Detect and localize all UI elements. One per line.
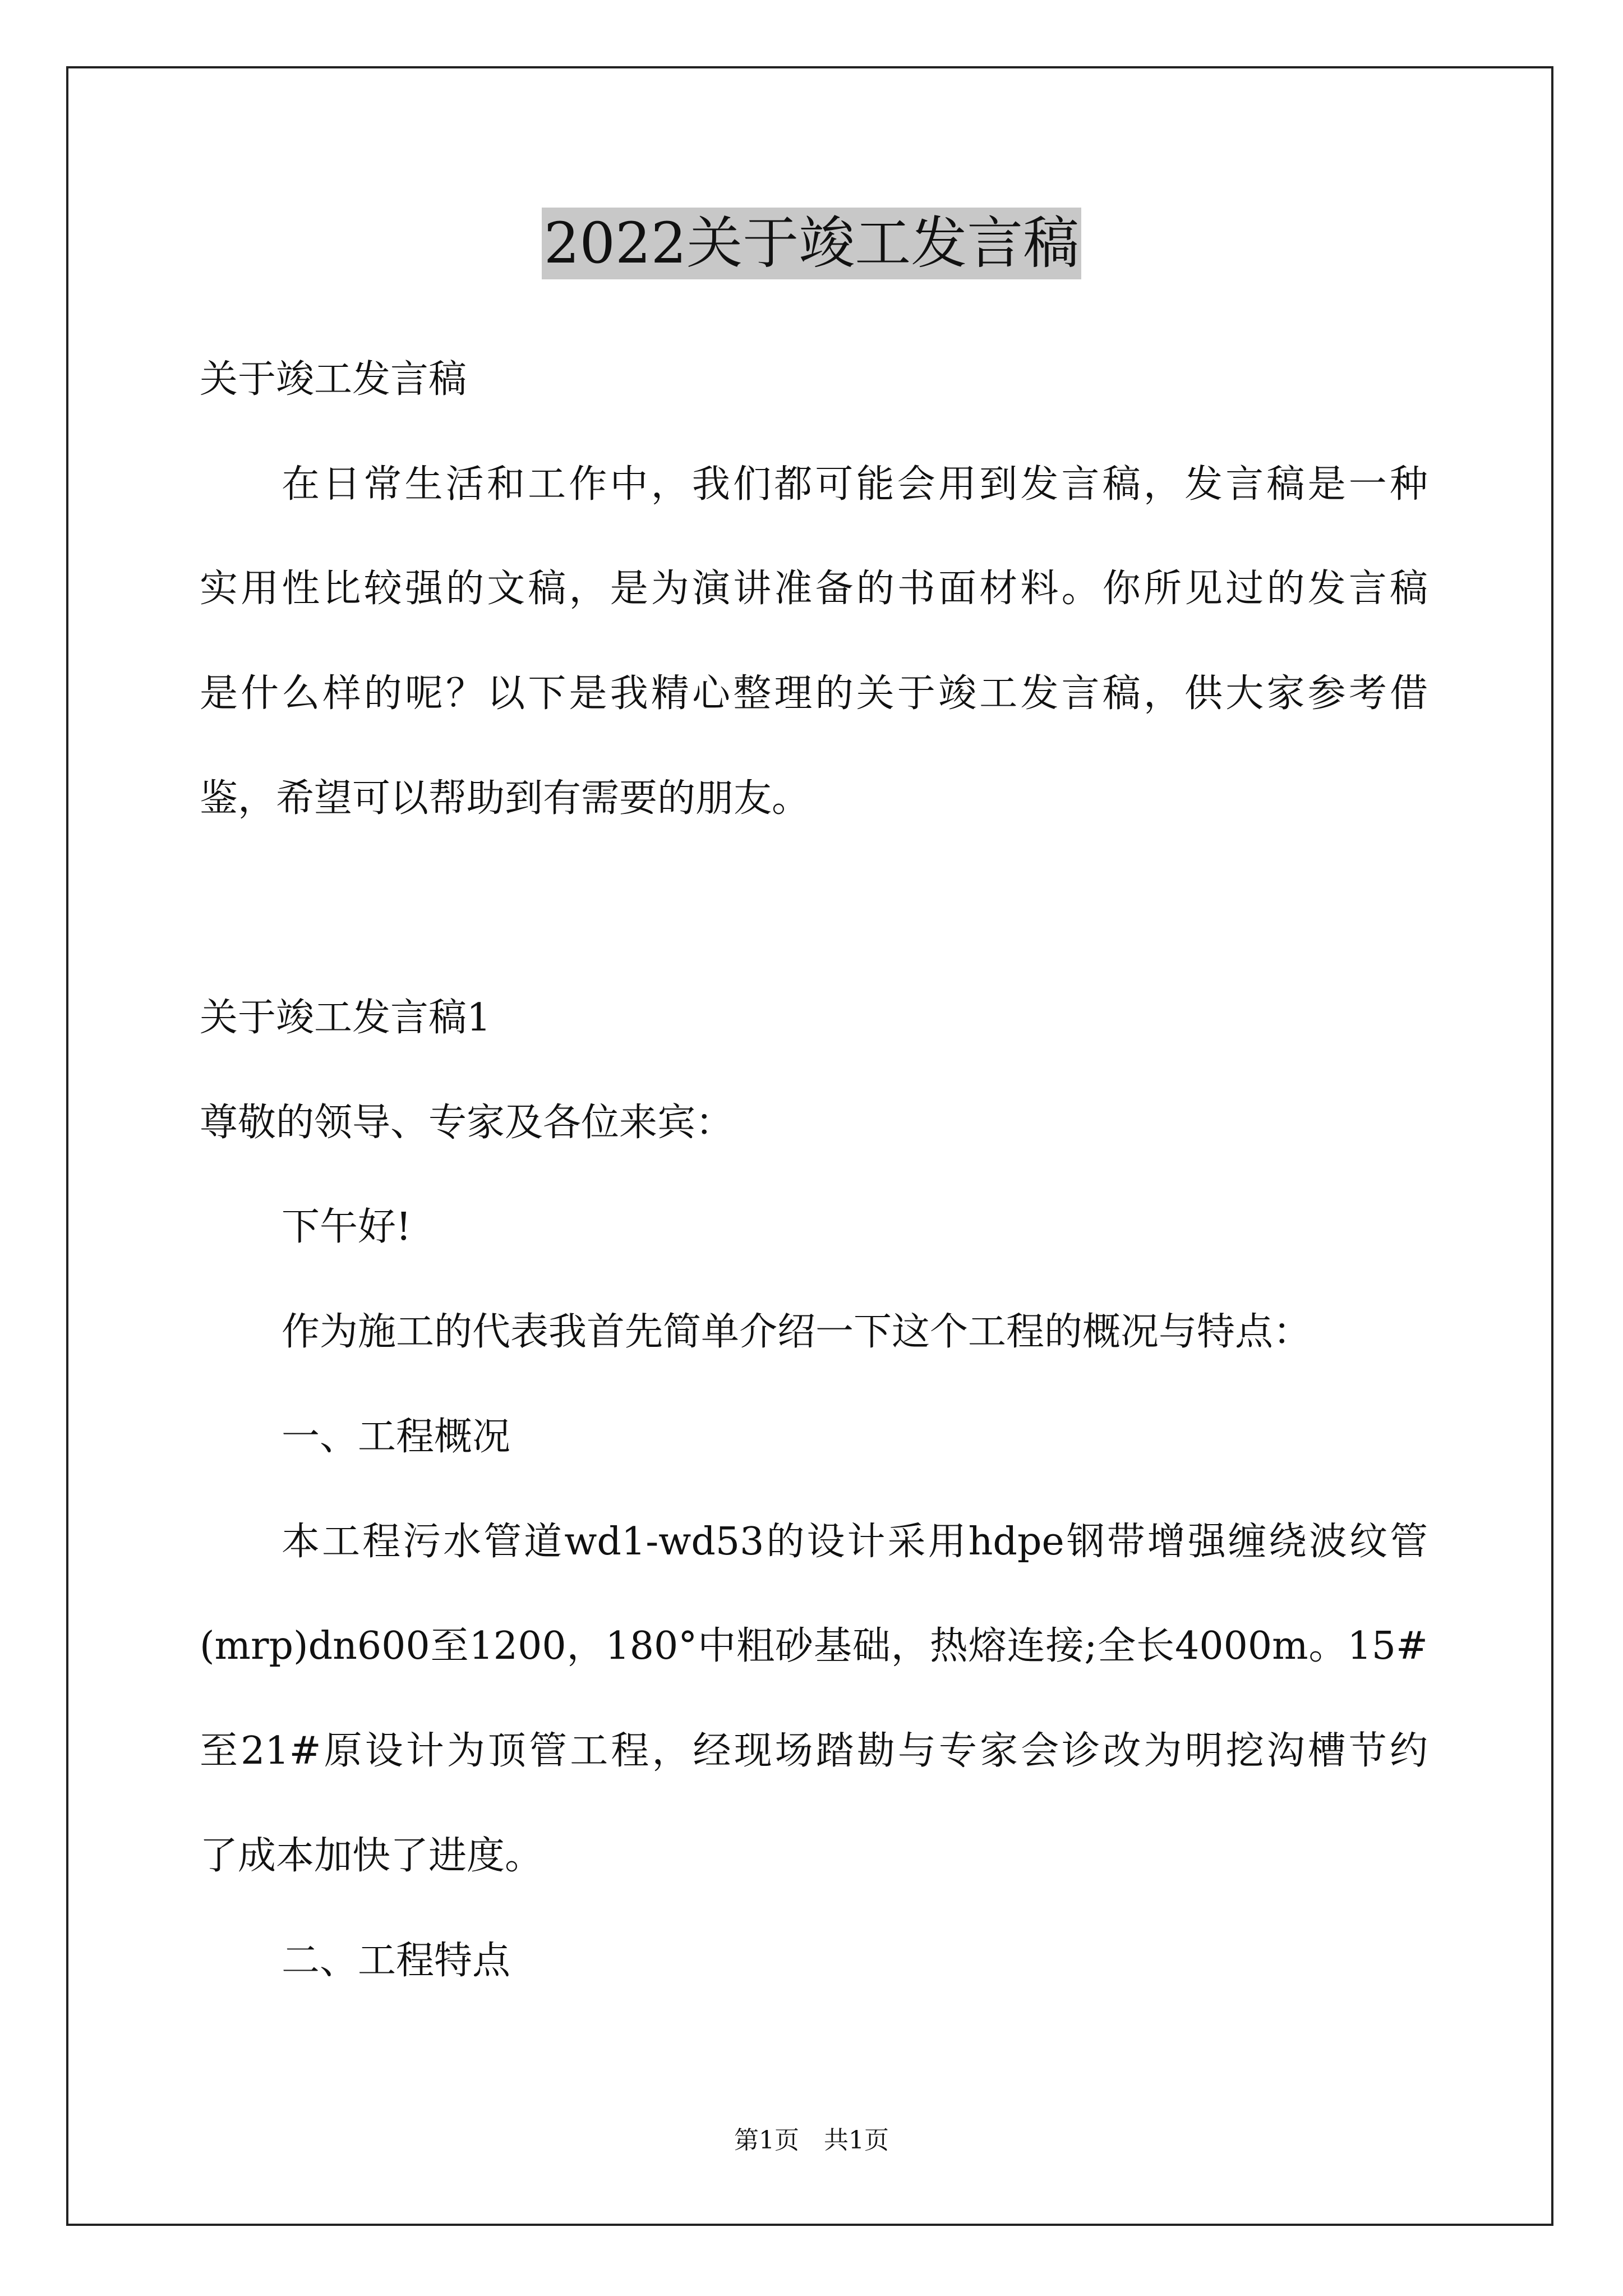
overview-line-4: 了成本加快了进度。: [200, 1834, 543, 1878]
lead-sentence: 作为施工的代表我首先简单介绍一下这个工程的概况与特点：: [282, 1310, 1312, 1354]
subtitle: 关于竣工发言稿: [200, 357, 467, 402]
title-block: [0, 208, 1623, 280]
salutation: 尊敬的领导、专家及各位来宾：: [200, 1101, 734, 1145]
document-title: 2022关于竣工发言稿: [542, 208, 1082, 279]
heading-overview: 一、工程概况: [282, 1415, 511, 1459]
section-heading: 关于竣工发言稿1: [200, 996, 491, 1040]
overview-line-3: 至21#原设计为顶管工程，经现场踏勘与专家会诊改为明挖沟槽节约: [200, 1729, 1428, 1773]
overview-line-2: (mrp)dn600至1200，180°中粗砂基础，热熔连接;全长4000m。15#: [200, 1624, 1428, 1668]
intro-line-1: 在日常生活和工作中，我们都可能会用到发言稿，发言稿是一种: [282, 462, 1428, 507]
page-number: 第1页 共1页: [734, 2126, 889, 2155]
intro-line-3: 是什么样的呢？以下是我精心整理的关于竣工发言稿，供大家参考借: [200, 671, 1428, 716]
greeting: 下午好!: [282, 1205, 412, 1249]
intro-line-2: 实用性比较强的文稿，是为演讲准备的书面材料。你所见过的发言稿: [200, 567, 1428, 611]
overview-line-1: 本工程污水管道wd1-wd53的设计采用hdpe钢带增强缠绕波纹管: [282, 1520, 1428, 1564]
intro-line-4: 鉴，希望可以帮助到有需要的朋友。: [200, 776, 810, 821]
heading-features: 二、工程特点: [282, 1939, 511, 1983]
